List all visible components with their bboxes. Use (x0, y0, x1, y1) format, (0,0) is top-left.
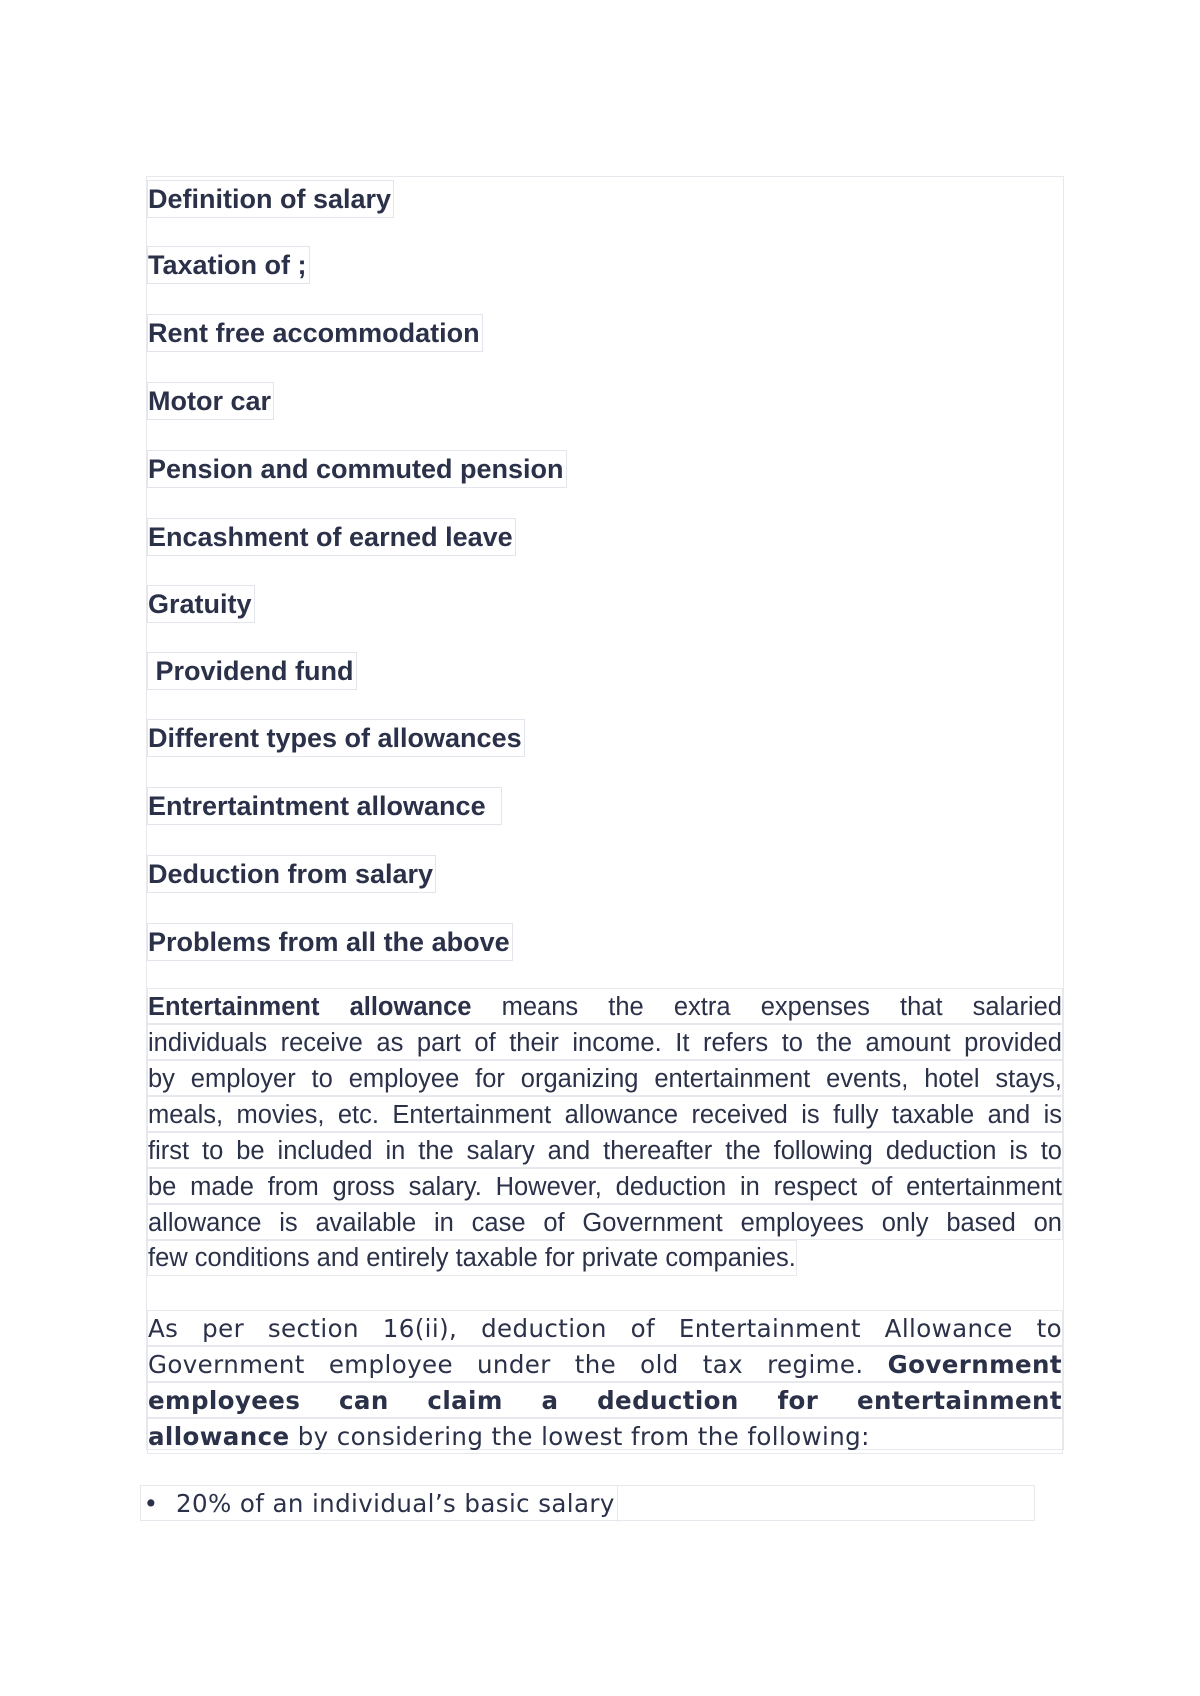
paragraph1-line-1 (147, 988, 1063, 1024)
heading-different-allowances: Different types of allowances (147, 719, 525, 757)
heading-pension: Pension and commuted pension (147, 450, 567, 488)
heading-deduction-from-salary: Deduction from salary (147, 855, 436, 893)
heading-provident-fund: Providend fund (147, 652, 357, 690)
paragraph1-line-2: individuals receive as part of their income. It refers to the amount provided (147, 1024, 1063, 1060)
paragraph2-line-4 (147, 1418, 1063, 1454)
paragraph2-line4-regular: by considering the lowest from the following: (297, 1422, 870, 1451)
paragraph2-line-2 (147, 1346, 1063, 1382)
heading-taxation-of: Taxation of ; (147, 246, 310, 284)
paragraph2-line2-bold: Government (887, 1350, 1062, 1379)
paragraph2-line4-bold: allowance (148, 1422, 290, 1451)
paragraph1-line-8-wrap (147, 1240, 1063, 1276)
heading-motor-car: Motor car (147, 382, 274, 420)
paragraph1-line-6: be made from gross salary. However, deduction in respect of entertainment (147, 1168, 1063, 1204)
bullet-icon: • (143, 1489, 159, 1518)
paragraph1-line-5: first to be included in the salary and thereafter the following deduction is to (147, 1132, 1063, 1168)
bullet-list-item (140, 1485, 1035, 1521)
paragraph2-line-1: As per section 16(ii), deduction of Entertainment Allowance to (147, 1310, 1063, 1346)
paragraph1-line-3: by employer to employee for organizing entertainment events, hotel stays, (147, 1060, 1063, 1096)
paragraph1-line1-rest: means the extra expenses that salaried (501, 993, 1062, 1021)
paragraph1-line-7: allowance is available in case of Government employees only based on (147, 1204, 1063, 1240)
heading-definition-of-salary: Definition of salary (147, 180, 394, 218)
section-16-paragraph (147, 1310, 1063, 1454)
heading-problems: Problems from all the above (147, 923, 513, 961)
bullet-text: 20% of an individual’s basic salary (176, 1486, 618, 1522)
entertainment-allowance-paragraph (147, 988, 1063, 1276)
paragraph1-line-4: meals, movies, etc. Entertainment allowance received is fully taxable and is (147, 1096, 1063, 1132)
heading-entertainment-allowance: Entrertaintment allowance (147, 787, 502, 825)
paragraph1-bold-lead: Entertainment allowance (148, 993, 472, 1021)
paragraph2-line-3: employees can claim a deduction for entertainment (147, 1382, 1063, 1418)
paragraph1-line-8: few conditions and entirely taxable for private companies. (147, 1240, 797, 1276)
heading-encashment-earned-leave: Encashment of earned leave (147, 518, 516, 556)
paragraph2-line2-regular: Government employee under the old tax regime. (148, 1350, 864, 1379)
heading-rent-free-accommodation: Rent free accommodation (147, 314, 483, 352)
heading-gratuity: Gratuity (147, 585, 255, 623)
